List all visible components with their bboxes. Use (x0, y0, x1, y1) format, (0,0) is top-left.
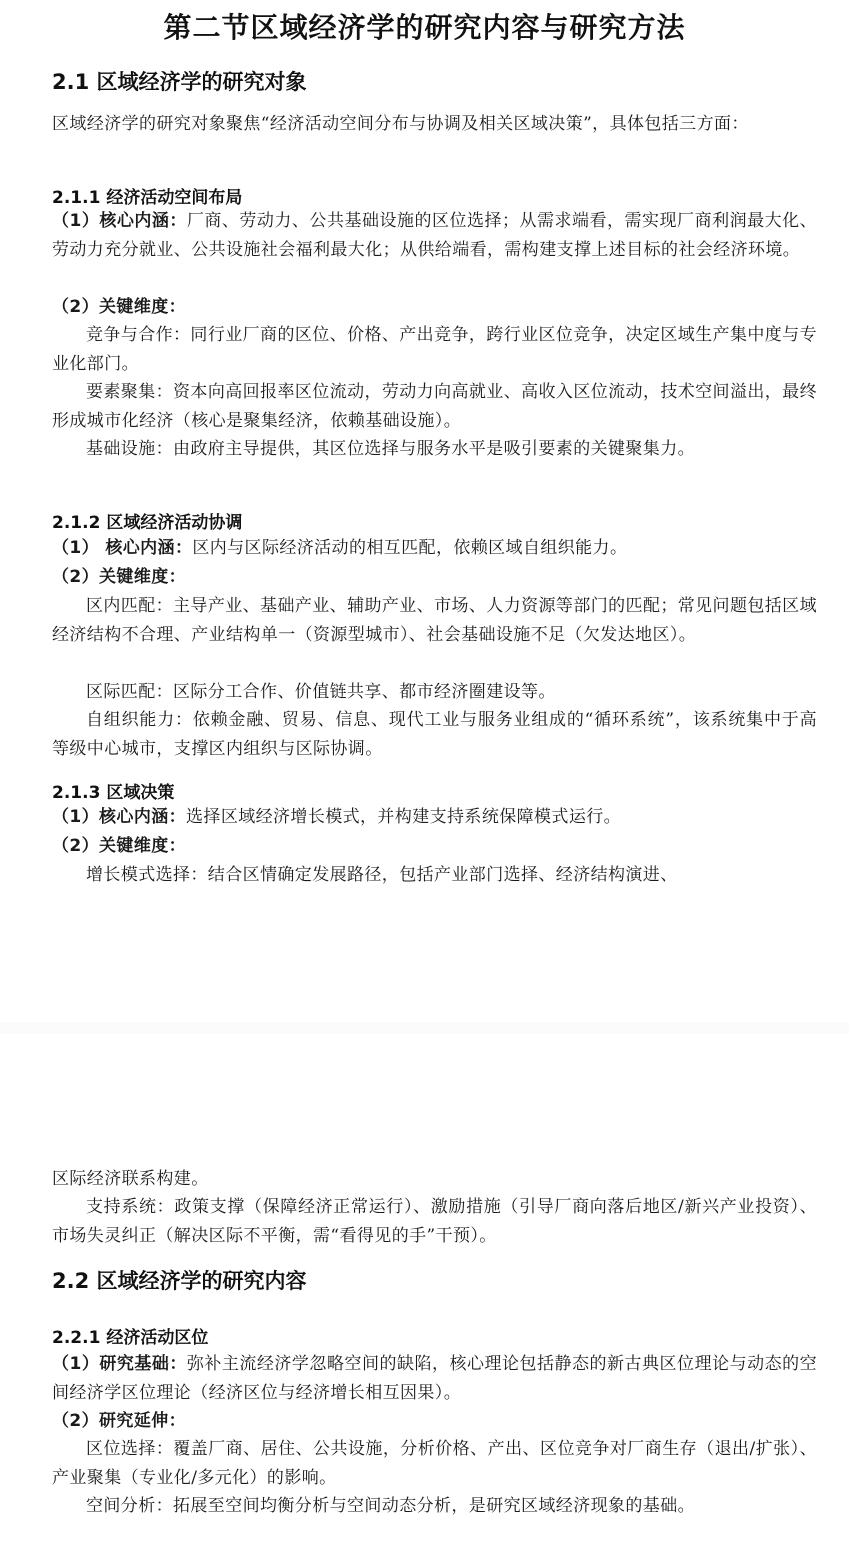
s211-core-label: （1）核心内涵： (52, 211, 187, 231)
s221-extension-label: （2）研究延伸： (52, 1411, 187, 1431)
subsection-heading-2-2-1: 2.2.1 经济活动区位 (52, 1328, 209, 1348)
section-heading-2-2: 2.2 区域经济学的研究内容 (52, 1269, 307, 1293)
s221-spatial-analysis: 空间分析：拓展至空间均衡分析与空间动态分析，是研究区域经济现象的基础。 (86, 1496, 695, 1516)
s221-location-choice: 区位选择：覆盖厂商、居住、公共设施，分析价格、产出、区位竞争对厂商生存（退出/扩张）、产业聚集（专业化/多元化）的影响。 (52, 1439, 817, 1488)
s211-core-paragraph (52, 207, 817, 264)
s212-dimension-interregional: 区际匹配：区际分工合作、价值链共享、都市经济圈建设等。 (86, 682, 556, 702)
subsection-heading-2-1-1: 2.1.1 经济活动空间布局 (52, 188, 243, 208)
s211-dimension-infrastructure: 基础设施：由政府主导提供，其区位选择与服务水平是吸引要素的关键聚集力。 (86, 439, 695, 459)
s213-dimension-support-system: 支持系统：政策支撑（保障经济正常运行）、激励措施（引导厂商向落后地区/新兴产业投资）、市场失灵纠正（解决区际不平衡，需“看得见的手”干预）。 (52, 1197, 817, 1246)
s211-dimension-agglomeration: 要素聚集：资本向高回报率区位流动，劳动力向高就业、高收入区位流动，技术空间溢出，最终形成城市化经济（核心是聚集经济，依赖基础设施）。 (52, 382, 817, 431)
s211-core-text: 厂商、劳动力、公共基础设施的区位选择；从需求端看，需实现厂商利润最大化、劳动力充分就业、公共设施社会福利最大化；从供给端看，需构建支撑上述目标的社会经济环境。 (52, 211, 818, 260)
s213-growth-mode-continuation: 区际经济联系构建。 (52, 1169, 209, 1189)
s212-dimension-label: （2）关键维度： (52, 567, 187, 587)
s212-dimension-self-organization: 自组织能力：依赖金融、贸易、信息、现代工业与服务业组成的“循环系统”，该系统集中于高等级中心城市，支撑区内组织与区际协调。 (52, 710, 817, 759)
section-heading-2-1: 2.1 区域经济学的研究对象 (52, 70, 307, 94)
s211-dimension-label: （2）关键维度： (52, 297, 187, 317)
s213-dimension-label: （2）关键维度： (52, 836, 187, 856)
page-title: 第二节区域经济学的研究内容与研究方法 (163, 11, 686, 44)
page-break-gap (0, 1022, 849, 1034)
s221-basis-paragraph: （1）研究基础：弥补主流经济学忽略空间的缺陷，核心理论包括静态的新古典区位理论与动态的空间经济学区位理论（经济区位与经济增长相互因果）。 (52, 1354, 818, 1403)
s213-core-paragraph: （1）核心内涵：选择区域经济增长模式，并构建支持系统保障模式运行。 (52, 807, 622, 827)
subsection-heading-2-1-3: 2.1.3 区域决策 (52, 783, 175, 803)
section-2-1-intro: 区域经济学的研究对象聚焦“经济活动空间分布与协调及相关区域决策”，具体包括三方面： (52, 114, 749, 134)
s213-dimension-growth-mode: 增长模式选择：结合区情确定发展路径，包括产业部门选择、经济结构演进、 (86, 865, 678, 885)
s212-dimension-internal: 区内匹配：主导产业、基础产业、辅助产业、市场、人力资源等部门的匹配；常见问题包括区域经济结构不合理、产业结构单一（资源型城市）、社会基础设施不足（欠发达地区）。 (52, 596, 817, 645)
subsection-heading-2-1-2: 2.1.2 区域经济活动协调 (52, 513, 243, 533)
s211-dimension-competition: 竞争与合作：同行业厂商的区位、价格、产出竞争，跨行业区位竞争，决定区域生产集中度与专业化部门。 (52, 325, 817, 374)
s212-core-paragraph: （1） 核心内涵：区内与区际经济活动的相互匹配，依赖区域自组织能力。 (52, 538, 628, 558)
